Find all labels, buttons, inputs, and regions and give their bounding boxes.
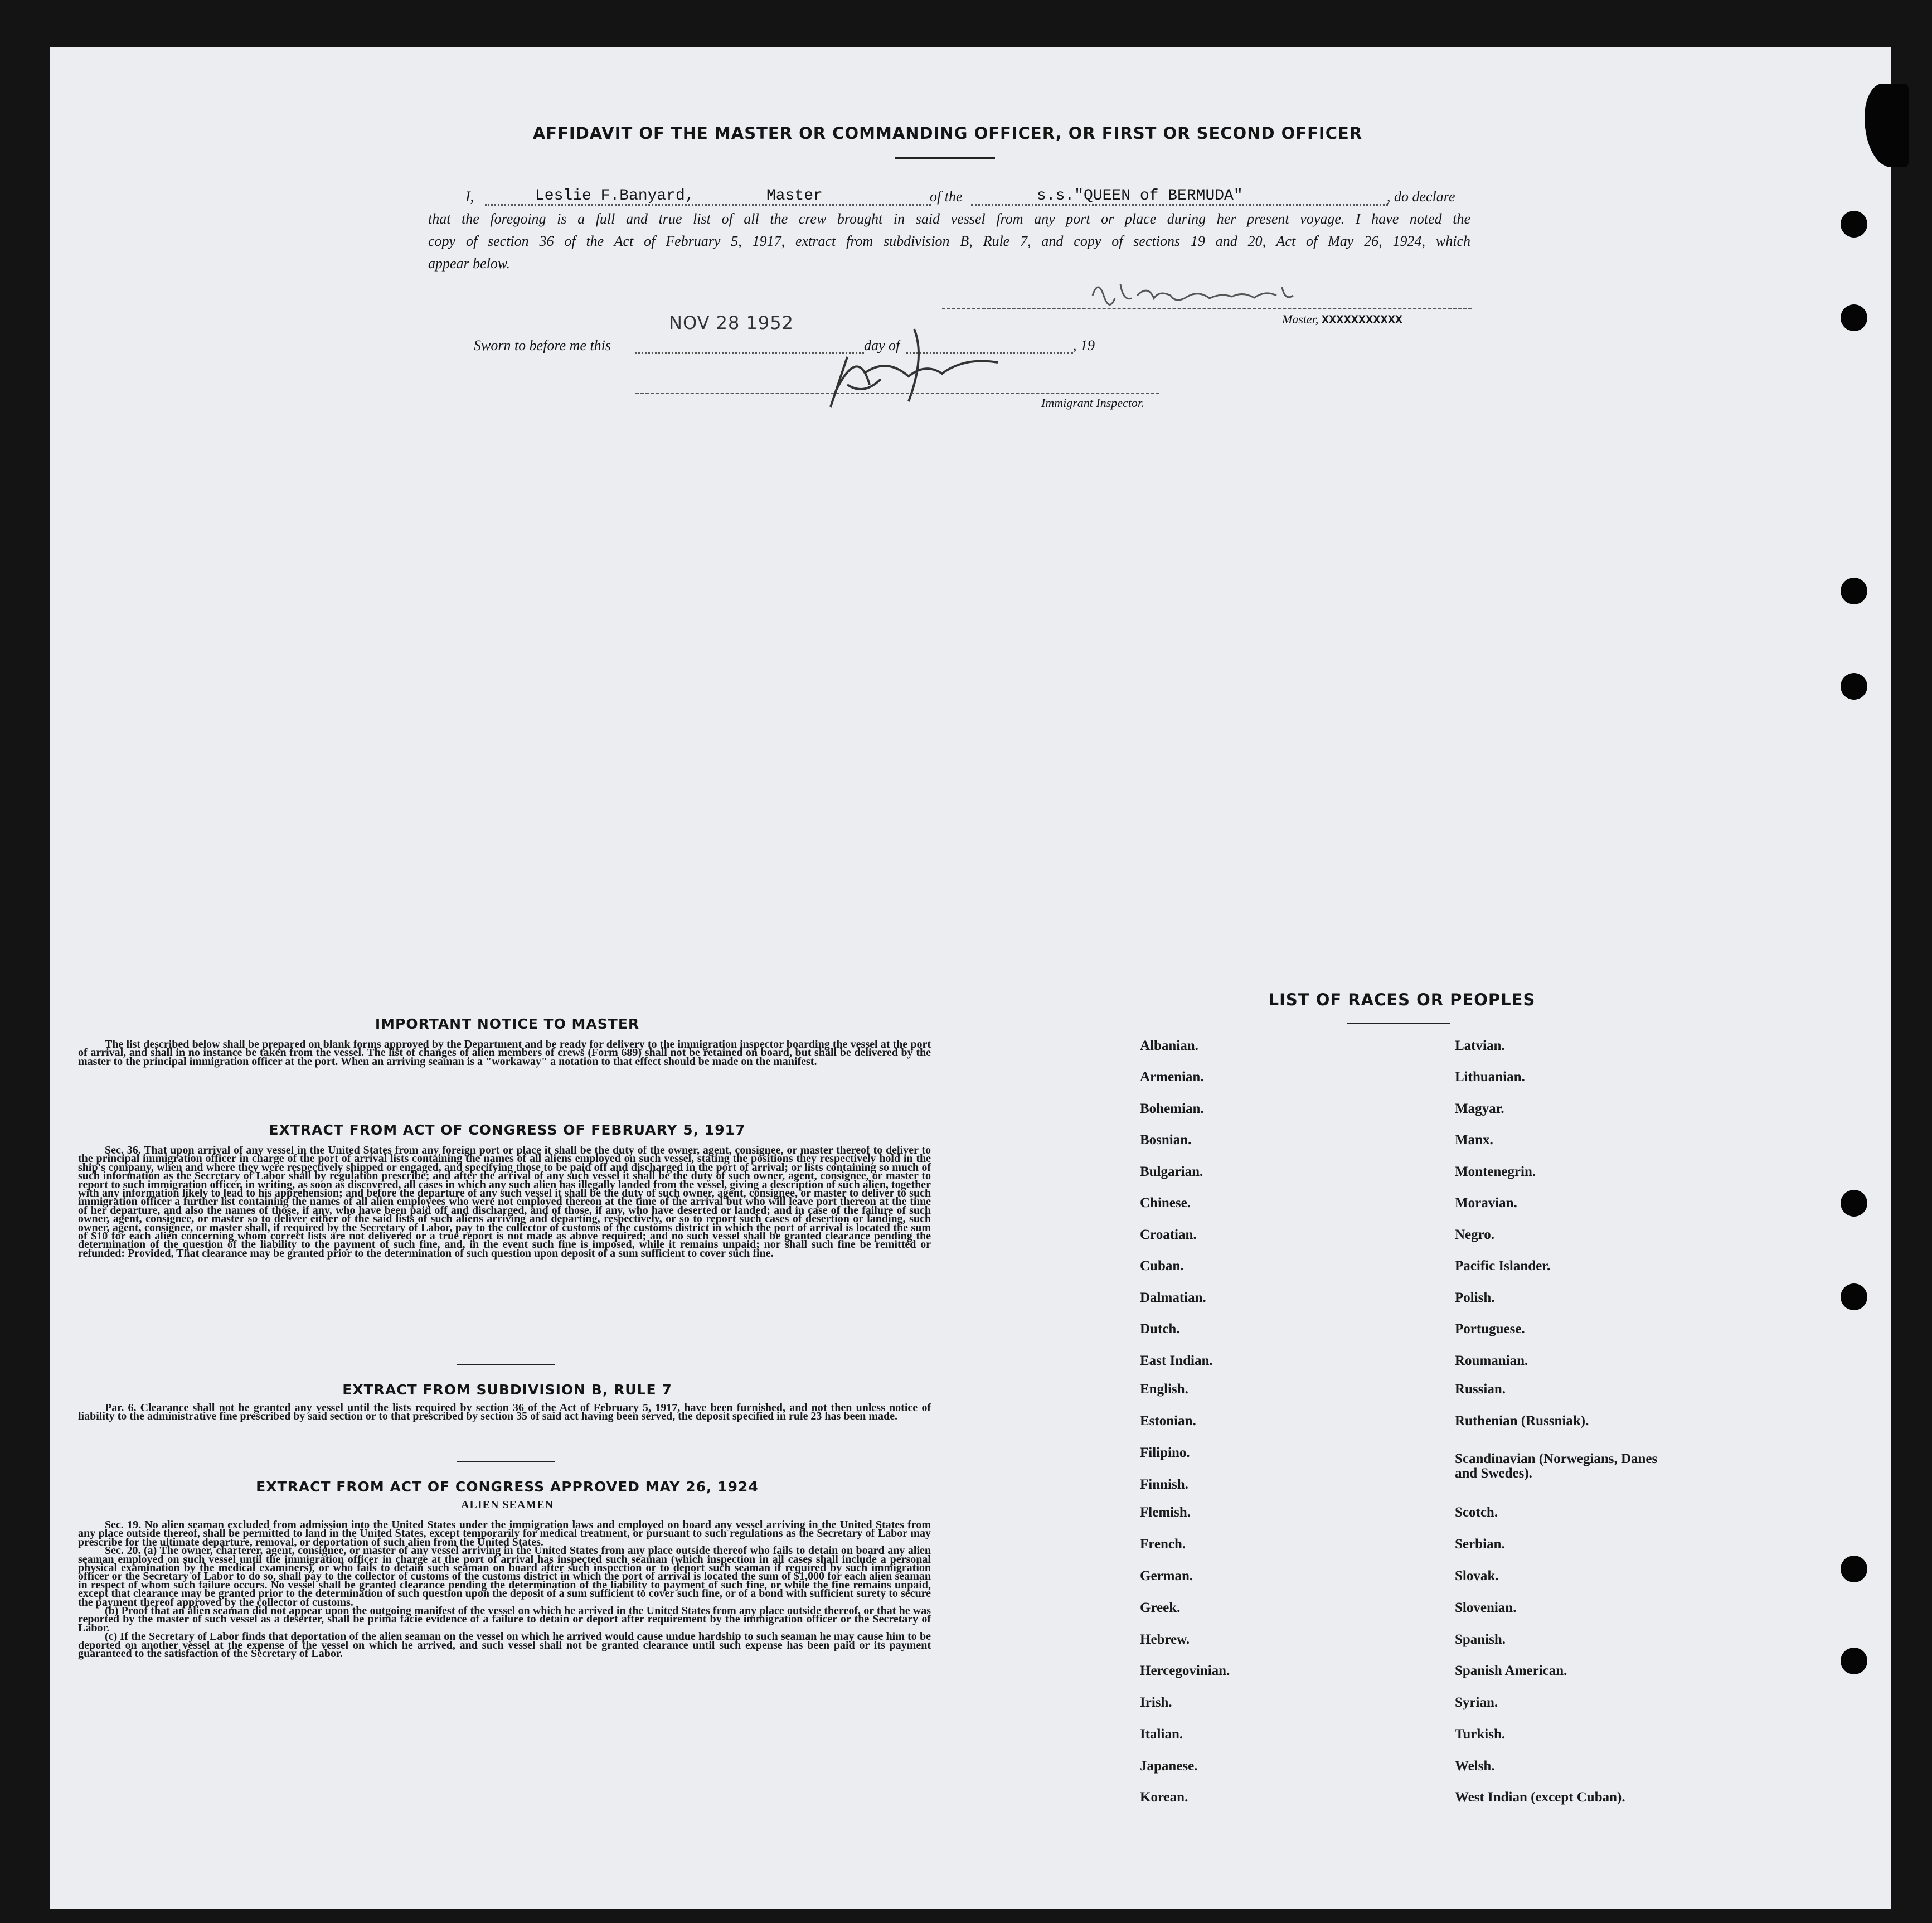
race-item: Roumanian. xyxy=(1455,1353,1528,1368)
notice-text xyxy=(78,1040,931,1066)
affidavit-line-3: copy of section 36 of the Act of February 5, 1917, extract from subdivision B, Rule 7, and copy of sections 19 and 20, Act of May 26, 1924, which xyxy=(428,233,1470,249)
master-signature xyxy=(1081,273,1349,318)
extract-rule7-paragraph: Par. 6. Clearance shall not be granted any vessel until the lists required by section 36 of the Act of February 5, 1917, have been furnished, and not then unless notice of liability to the administrative fine prescribed by said section or to that prescribed by section 35 of said act having been served, the deposit specified in rule 23 has been made. xyxy=(78,1402,931,1423)
affidavit-title: AFFIDAVIT OF THE MASTER OR COMMANDING OFFICER, OR FIRST OR SECOND OFFICER xyxy=(532,124,1363,143)
extract-1924-paragraph: Sec. 20. (a) The owner, charterer, agent, consignee, or master of any vessel arriving in the United States from any place outside thereof who fails to detain on board any alien seaman employed on such vessel until the immigration officer in charge at the port of arrival has inspected such seaman (which inspection in all cases shall include a personal physical examination by the medical examiners), or who fails to detain such seaman on board after such inspection or to deport such seaman if required by such immigration officer or the Secretary of Labor to do so, shall pay to the collector of customs of the customs district in which the port of arrival is located the sum of $1,000 for each alien seaman in respect of whom such failure occurs. No vessel shall be granted clearance pending the determination of the liability to payment of such fine, or while the fine remains unpaid, except that clearance may be granted prior to the determination of such question upon the deposit of a sum sufficient to cover such fine, or of a bond with sufficient surety to secure the payment thereof approved by the collector of customs. xyxy=(78,1544,931,1609)
punch-hole xyxy=(1841,1556,1867,1582)
punch-hole xyxy=(1841,304,1867,331)
race-item: Moravian. xyxy=(1455,1195,1517,1210)
master-caption-struck: XXXXXXXXXXX xyxy=(1321,313,1403,327)
extract-1924-paragraph: (b) Proof that an alien seaman did not appear upon the outgoing manifest of the vessel on which he arrived in the United States from any place outside thereof, or that he was reported by the master of such vessel as a deserter, shall be prima facie evidence of a failure to detain or deport after requirement by the immigration officer or the Secretary of Labor. xyxy=(78,1605,931,1634)
race-item: Turkish. xyxy=(1455,1727,1506,1742)
notice-title: IMPORTANT NOTICE TO MASTER xyxy=(375,1016,640,1032)
race-item: Korean. xyxy=(1140,1790,1188,1805)
race-item: Magyar. xyxy=(1455,1101,1504,1116)
race-item: Portuguese. xyxy=(1455,1321,1525,1336)
race-item: Manx. xyxy=(1455,1132,1493,1147)
race-item: Serbian. xyxy=(1455,1537,1505,1552)
extract-1924-title: EXTRACT FROM ACT OF CONGRESS APPROVED MAY 26, 1924 xyxy=(256,1479,759,1495)
race-item: Lithuanian. xyxy=(1455,1069,1525,1084)
race-item: Negro. xyxy=(1455,1227,1495,1242)
extract-1924-subtitle: ALIEN SEAMEN xyxy=(461,1499,554,1511)
race-item: West Indian (except Cuban). xyxy=(1455,1790,1625,1805)
race-item: Bohemian. xyxy=(1140,1101,1204,1116)
section-divider xyxy=(457,1461,555,1462)
punch-hole xyxy=(1841,1283,1867,1310)
race-item: Spanish American. xyxy=(1455,1663,1567,1678)
race-item: Albanian. xyxy=(1140,1038,1198,1053)
master-caption xyxy=(1282,312,1402,327)
day-of-label: day of xyxy=(864,337,900,353)
punch-hole xyxy=(1841,1648,1867,1674)
punch-hole xyxy=(1841,578,1867,604)
race-item: German. xyxy=(1140,1568,1193,1583)
affidavit-line-4: appear below. xyxy=(428,255,510,272)
race-item: Japanese. xyxy=(1140,1759,1198,1774)
race-item: Scotch. xyxy=(1455,1505,1498,1520)
race-item: Hercegovinian. xyxy=(1140,1663,1230,1678)
extract-1924-text xyxy=(78,1521,931,1659)
of-the-label: of the xyxy=(930,188,963,205)
race-item: Welsh. xyxy=(1455,1759,1495,1774)
race-item: Bosnian. xyxy=(1140,1132,1192,1147)
race-item: Filipino. xyxy=(1140,1445,1190,1460)
date-stamp: NOV 28 1952 xyxy=(669,312,794,333)
race-item: French. xyxy=(1140,1537,1186,1552)
race-item: Finnish. xyxy=(1140,1477,1188,1492)
race-item: Hebrew. xyxy=(1140,1632,1190,1647)
race-item: Estonian. xyxy=(1140,1413,1196,1428)
affidavit-line-2: that the foregoing is a full and true list of all the crew brought in said vessel from any port or place during her present voyage. I have noted the xyxy=(428,211,1470,227)
race-item: Spanish. xyxy=(1455,1632,1506,1647)
race-item: Russian. xyxy=(1455,1382,1506,1397)
inspector-signature-line xyxy=(635,393,1159,394)
extract-1924-paragraph: Sec. 19. No alien seaman excluded from admission into the United States under the immigration laws and employed on board any vessel arriving in the United States from any place outside thereof, shall be permitted to land in the United States, except temporarily for medical treatment, or pursuant to such regulations as the Secretary of Labor may prescribe for the ultimate departure, removal, or deportation of such alien from the United States. xyxy=(78,1519,931,1548)
race-item: Croatian. xyxy=(1140,1227,1197,1242)
race-item: Montenegrin. xyxy=(1455,1164,1536,1179)
master-rank: Master xyxy=(766,187,823,205)
inspector-caption: Immigrant Inspector. xyxy=(1041,396,1144,410)
master-signature-line xyxy=(942,308,1472,309)
sworn-label: Sworn to before me this xyxy=(474,337,611,353)
race-item: Pacific Islander. xyxy=(1455,1258,1551,1273)
punch-hole xyxy=(1841,673,1867,700)
extract-1917-title: EXTRACT FROM ACT OF CONGRESS OF FEBRUARY 5, 1917 xyxy=(269,1122,746,1138)
race-item: Polish. xyxy=(1455,1290,1495,1305)
extract-rule7-title: EXTRACT FROM SUBDIVISION B, RULE 7 xyxy=(342,1382,672,1398)
race-item: Latvian. xyxy=(1455,1038,1505,1053)
punch-hole xyxy=(1841,211,1867,238)
vessel-name: s.s."QUEEN of BERMUDA" xyxy=(1037,187,1243,205)
master-name: Leslie F.Banyard, xyxy=(535,187,695,205)
race-item: English. xyxy=(1140,1382,1188,1397)
title-divider xyxy=(895,157,995,159)
race-item: East Indian. xyxy=(1140,1353,1213,1368)
section-divider xyxy=(457,1364,555,1365)
master-caption-label: Master, xyxy=(1282,312,1319,326)
race-item: Dutch. xyxy=(1140,1321,1180,1336)
punch-hole xyxy=(1841,1190,1867,1217)
extract-rule7-text xyxy=(78,1404,931,1421)
race-item: Scandinavian (Norwegians, Danes and Swedes). xyxy=(1455,1451,1658,1481)
races-divider xyxy=(1347,1023,1450,1024)
extract-1917-text xyxy=(78,1146,931,1258)
inspector-signature xyxy=(797,323,1031,418)
race-item: Cuban. xyxy=(1140,1258,1184,1273)
race-item: Bulgarian. xyxy=(1140,1164,1203,1179)
extract-1917-paragraph: Sec. 36. That upon arrival of any vessel in the United States from any foreign port or place it shall be the duty of the owner, agent, consignee, or master thereof to deliver to the principal immigration officer in charge of the port of arrival lists containing the names of all aliens employed on such vessel, stating the positions they respectively hold in the ship's company, when and where they were respectively shipped or engaged, and specifying those to be paid off and discharged in the port of arrival; or lists containing so much of such information as the Secretary of Labor shall by regulation prescribe; and after the arrival of any such vessel it shall be the duty of such owner, agent, consignee, or master to report to such immigration officer, in writing, as soon as discovered, all cases in which any such alien has illegally landed from the vessel, giving a description of such alien, together with any information likely to lead to his apprehension; and before the departure of any such vessel it shall be the duty of such owner, agent, consignee, or master to deliver to such immigration officer a further list containing the names of all alien employees who were not employed thereon at the time of the arrival but who will leave port thereon at the time of her departure, and also the names of those, if any, who have been paid off and discharged, and of those, if any, who have deserted or landed; and in case of the failure of such owner, agent, consignee, or master so to deliver either of the said lists of such aliens arriving and departing, respectively, or so to report such cases of desertion or landing, such owner, agent, consignee, or master shall, if required by the Secretary of Labor, pay to the collector of customs of the customs district in which the port of arrival is located the sum of $10 for each alien concerning whom correct lists are not delivered or a true report is not made as above required; and no such vessel shall be granted clearance pending the determination of the question of the liability to the payment of such fine, and, in the event such fine is imposed, while it remains unpaid; nor shall such fine be remitted or refunded: Provided, That clearance may be granted prior to the determination of such question upon deposit of a sum sufficient to cover such fine. xyxy=(78,1144,931,1260)
extract-1924-paragraph: (c) If the Secretary of Labor finds that deportation of the alien seaman on the vessel on which he arrived would cause undue hardship to such seaman he may cause him to be deported on another vessel at the expense of the vessel on which he arrived, and such vessel shall not be granted clearance until such expense has been paid or its payment guaranteed to the satisfaction of the Secretary of Labor. xyxy=(78,1630,931,1660)
race-item: Greek. xyxy=(1140,1600,1181,1615)
race-item: Ruthenian (Russniak). xyxy=(1455,1413,1589,1428)
race-item: Irish. xyxy=(1140,1695,1172,1710)
race-item: Chinese. xyxy=(1140,1195,1191,1210)
race-item: Armenian. xyxy=(1140,1069,1204,1084)
do-declare-label: , do declare xyxy=(1387,188,1455,205)
year-label: , 19 xyxy=(1073,337,1095,353)
races-title: LIST OF RACES OR PEOPLES xyxy=(1268,990,1536,1009)
affidavit-i: I, xyxy=(465,188,474,205)
race-item: Syrian. xyxy=(1455,1695,1498,1710)
race-item: Slovenian. xyxy=(1455,1600,1517,1615)
race-item: Dalmatian. xyxy=(1140,1290,1206,1305)
race-item: Italian. xyxy=(1140,1727,1183,1742)
race-item: Flemish. xyxy=(1140,1505,1191,1520)
notice-paragraph: The list described below shall be prepared on blank forms approved by the Department and be ready for delivery to the immigration inspector boarding the vessel at the port of arrival, and shall in no instance be taken from the vessel. The list of changes of alien members of crews (Form 689) shall not be retained on board, but shall be delivered by the master to the principal immigration officer at the port. When an arriving seaman is a "workaway" a notation to that effect should be made on the manifest. xyxy=(78,1038,931,1068)
race-item: Slovak. xyxy=(1455,1568,1499,1583)
